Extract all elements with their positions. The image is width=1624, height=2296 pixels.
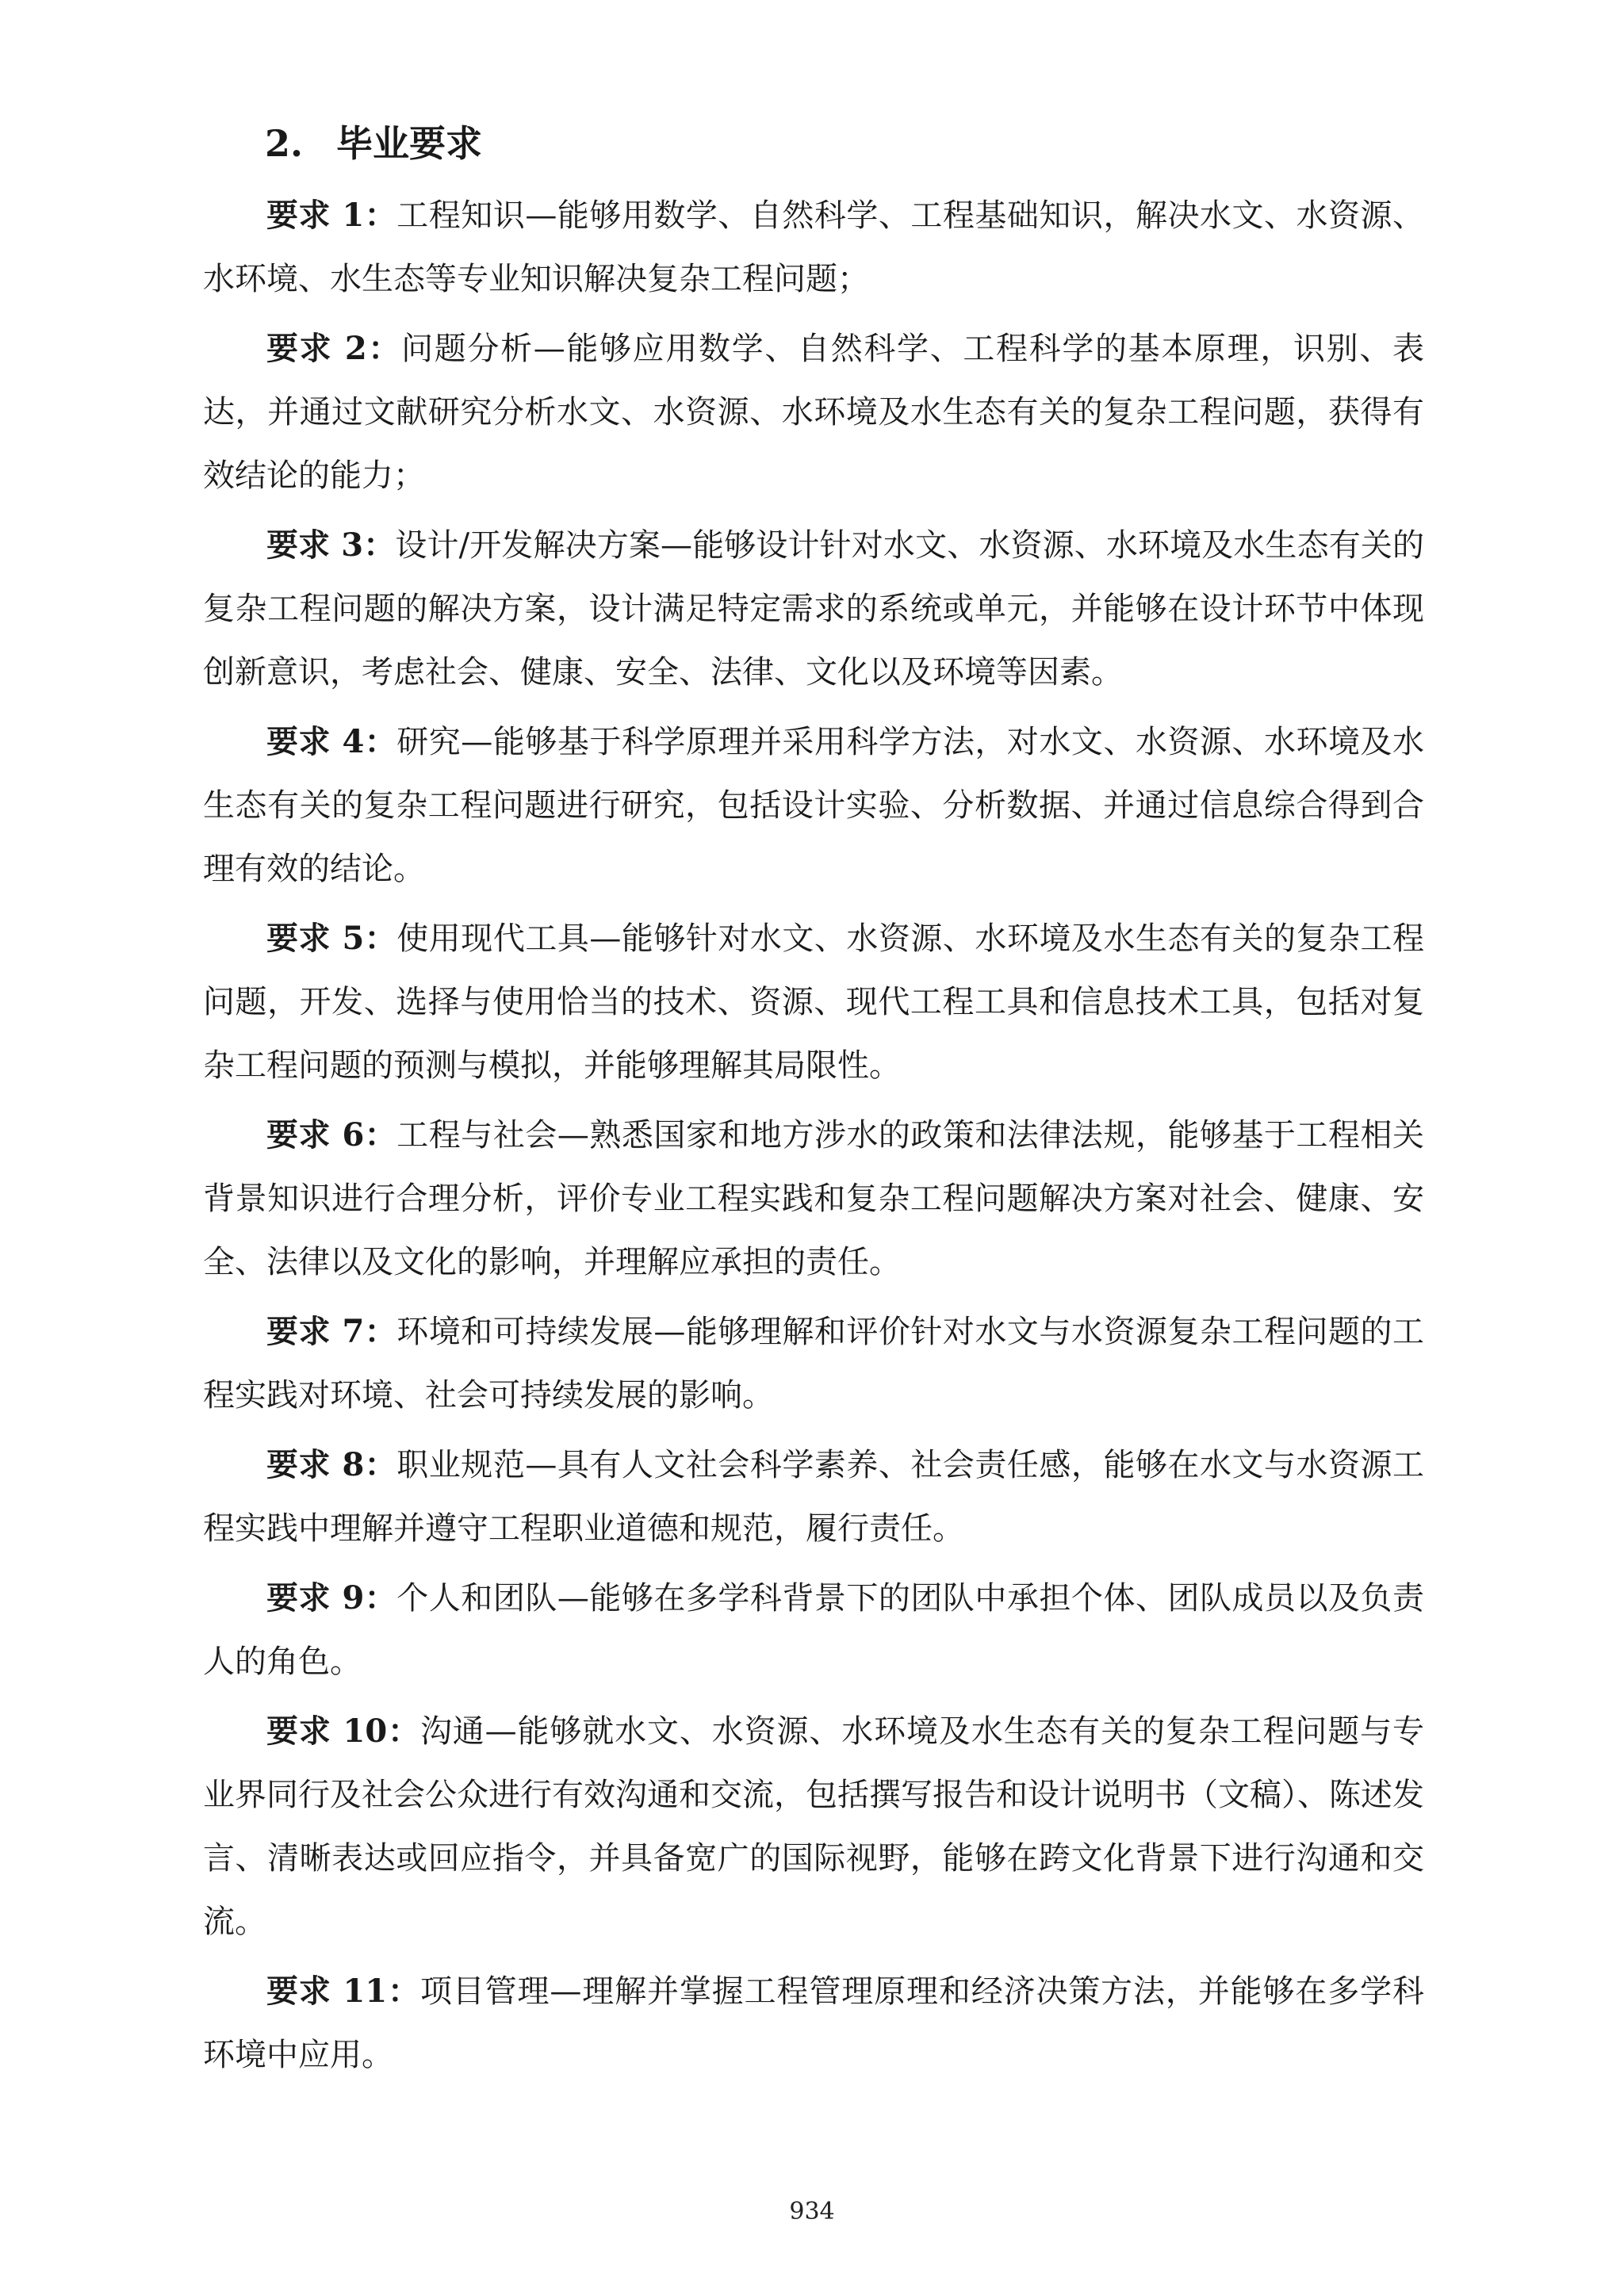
requirement-text: 工程与社会—熟悉国家和地方涉水的政策和法律法规，能够基于工程相关背景知识进行合理分析，评价专业工程实践和复杂工程问题解决方案对社会、健康、安全、法律以及文化的影响，并理解应承担的责任。 [203,1117,1424,1280]
requirement-paragraph [203,1433,1424,1560]
requirement-text: 工程知识—能够用数学、自然科学、工程基础知识，解决水文、水资源、水环境、水生态等专业知识解决复杂工程问题； [203,197,1424,297]
requirement-label: 要求 4： [266,723,397,760]
requirement-label: 要求 1： [266,197,397,234]
requirement-paragraph [203,514,1424,704]
requirement-paragraph [203,1567,1424,1693]
requirement-text: 设计/开发解决方案—能够设计针对水文、水资源、水环境及水生态有关的复杂工程问题的解决方案，设计满足特定需求的系统或单元，并能够在设计环节中体现创新意识，考虑社会、健康、安全、法律、文化以及环境等因素。 [203,527,1424,691]
requirement-label: 要求 5： [266,920,397,957]
requirement-paragraph [203,184,1424,311]
requirement-paragraph [203,1700,1424,1954]
requirement-paragraph [203,317,1424,507]
requirement-label: 要求 6： [266,1116,397,1154]
requirement-text: 职业规范—具有人文社会科学素养、社会责任感，能够在水文与水资源工程实践中理解并遵守工程职业道德和规范，履行责任。 [203,1447,1424,1547]
requirements-list [203,184,1424,2093]
requirement-text: 使用现代工具—能够针对水文、水资源、水环境及水生态有关的复杂工程问题，开发、选择与使用恰当的技术、资源、现代工程工具和信息技术工具，包括对复杂工程问题的预测与模拟，并能够理解其局限性。 [203,920,1424,1084]
requirement-paragraph [203,1300,1424,1427]
requirement-text: 项目管理—理解并掌握工程管理原理和经济决策方法，并能够在多学科环境中应用。 [203,1973,1424,2073]
page-number: 934 [789,2198,835,2225]
requirement-paragraph [203,1104,1424,1294]
requirement-text: 研究—能够基于科学原理并采用科学方法，对水文、水资源、水环境及水生态有关的复杂工程问题进行研究，包括设计实验、分析数据、并通过信息综合得到合理有效的结论。 [203,724,1424,887]
requirement-label: 要求 8： [266,1446,397,1483]
requirement-text: 环境和可持续发展—能够理解和评价针对水文与水资源复杂工程问题的工程实践对环境、社会可持续发展的影响。 [203,1314,1424,1414]
requirement-label: 要求 3： [266,526,396,564]
requirement-text: 问题分析—能够应用数学、自然科学、工程科学的基本原理，识别、表达，并通过文献研究分析水文、水资源、水环境及水生态有关的复杂工程问题，获得有效结论的能力； [203,331,1424,494]
requirement-paragraph [203,907,1424,1097]
requirement-label: 要求 2： [266,330,402,367]
section-number: 2. [265,122,304,165]
requirement-text: 沟通—能够就水文、水资源、水环境及水生态有关的复杂工程问题与专业界同行及社会公众进行有效沟通和交流，包括撰写报告和设计说明书（文稿）、陈述发言、清晰表达或回应指令，并具备宽广的国际视野，能够在跨文化背景下进行沟通和交流。 [203,1713,1424,1940]
requirement-label: 要求 7： [266,1313,397,1350]
requirement-text: 个人和团队—能够在多学科背景下的团队中承担个体、团队成员以及负责人的角色。 [203,1580,1424,1680]
section-heading [265,116,482,171]
requirement-label: 要求 11： [266,1973,420,2010]
requirement-label: 要求 9： [266,1579,397,1617]
requirement-paragraph [203,1960,1424,2087]
section-title: 毕业要求 [336,122,482,165]
requirement-label: 要求 10： [266,1712,420,1750]
requirement-paragraph [203,710,1424,901]
